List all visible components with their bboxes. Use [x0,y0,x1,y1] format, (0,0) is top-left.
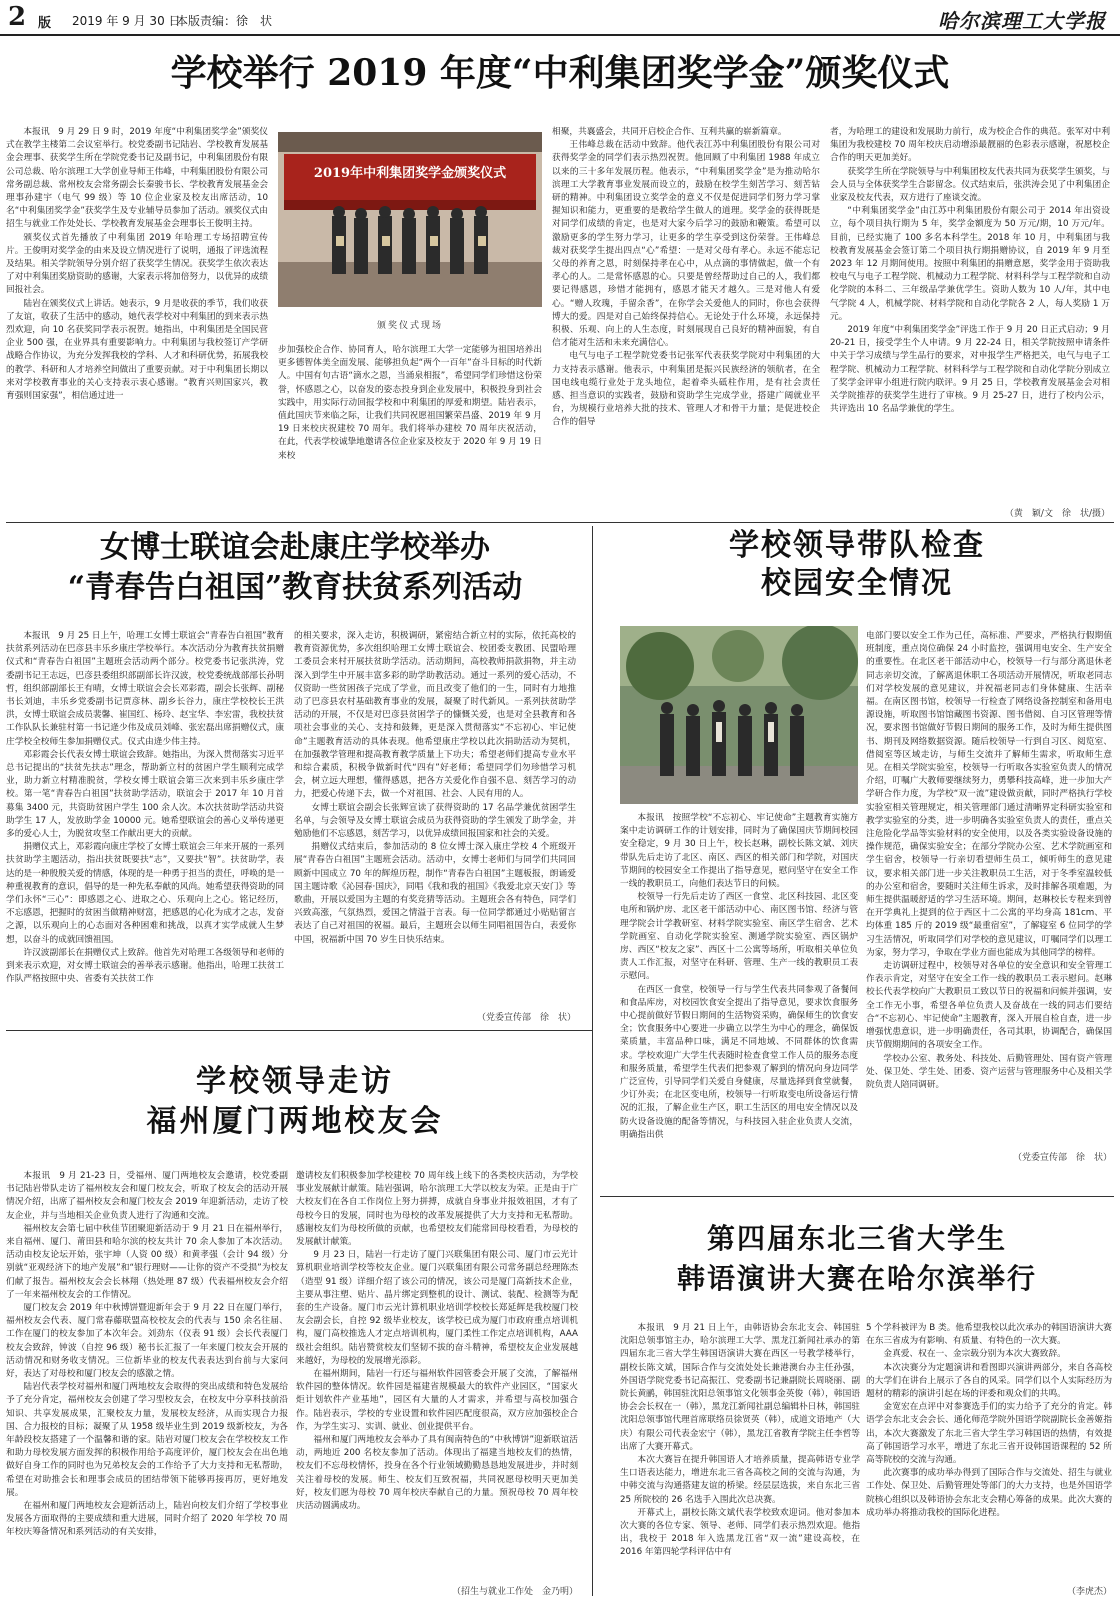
horizontal-rule [600,1196,1114,1197]
article5-title-line2: 韩语演讲大赛在哈尔滨举行 [676,1262,1037,1295]
paragraph: 此次赛事的成功举办得到了国际合作与交流处、招生与就业工作处、保卫处、后勤管理处等部门的大力支持，也是外国语学院核心组织以及韩语协会东北支会精心筹备的成果。此次大赛的成功举办将推动我校的国际化进程。 [866,1468,1112,1518]
paragraph: 捐赠仪式上，邓彩霞向康庄学校了女博士联谊会三年来开展的一系列扶贫助学主题活动，指出扶贫既要扶“志”，又要扶“智”。扶贫助学，表达的是一种殷殷关爱的情感，体现的是一种勇于担当的责任，呼唤的是一种重视教育的意识，倡导的是一种先私奉献的风尚。她希望获得资助的同学们永怀“三心”：即感恩之心、进取之心、乐观向上之心。铭记经历，不忘感恩，把握时的贫困当做精神财富，把感恩的心化为成才之志，发奋之源，以乐观向上的心态面对各种困难和挑战，以真才实学成就人生梦想，以奋斗的成就回馈祖国。 [6,842,284,945]
article4-byline: （招生与就业工作处 金乃明） [451,1587,578,1597]
paragraph: “中利集团奖学金”由江苏中利集团股份有限公司于 2014 年出资设立，每个项目执行期为 5 年，奖学金额度为 50 万元/期，10 万元/年。目前，已经实施了 100 多名本科学生。2018 年 10 月，中利集团与我校教育发展基金会签订第二个项目执行期捐赠协议，自 2019 年 9 月至 2023 年 12 月期间使用。按照中利集团的捐赠意愿，奖学金用于资助我校电气与电子工程学院、机械动力工程学院、材料科学与工程学院和自动化学院的本科二、三年级品学兼优学生。资助人数为 10 人/年，其中电气学院 4 人，机械学院、材料学院和自动化学院各 2 人，每人奖励 1 万元。 [830,206,1110,322]
article1-byline: （黄 颖/文 徐 状/摄） [1004,509,1110,519]
paragraph: 本次大赛旨在提升韩国语人才培养质量，提高韩语专业学生口语表达能力，增进东北三省各高校之间的交流与沟通，为中韩交流与沟通搭建友谊的桥梁。经层层选拔，来自东北三省 25 所院校的 26 名选手入围此次总决赛。 [620,1455,860,1505]
article1-col2 [278,344,542,522]
paragraph: 的相关要求，深入走访，积极调研，紧密结合新立村的实际，依托高校的教育资源优势，多次组织哈理工女博士联谊会、校团委支教团、民盟哈理工委员会来村开展扶贫助学活动。活动期间，高校教师捐款捐物，并主动深入到学生中开展丰富多彩的助学助教活动。通过一系列的爱心活动，不仅资助一些贫困孩子完成了学业，而且改变了他们的一生，同时有力地推动了巴彦县农村基础教育事业的发展，凝聚了时代新风。一系列扶贫助学活动的开展，不仅是对巴彦县贫困学子的慷慨关爱，也是对全县教育和各项社会事业的关心、支持和鼓舞，更是深入贯彻落实“不忘初心、牢记使命”主题教育活动的具体表现。他希望康庄学校以此次捐助活动为契机，在加强教学管理和提高教育教学质量上下功夫；希望老师们提高专业水平和综合素质，积极争做新时代“四有”好老师；希望同学们勿珍惜学习机会，树立远大理想，懂得感恩，把各方关爱化作自强不息、刻苦学习的动力，把爱心传递下去，做一个对祖国、社会、人民有用的人。 [294,631,576,800]
page-number: 2 [8,2,27,32]
article3-col-left [620,812,858,1158]
paragraph: 2019 年度“中利集团奖学金”评选工作于 9 月 20 日正式启动；9 月 20-21 日，接受学生个人申请。9 月 22-24 日，相关学院按照申请条件中关于学习成绩与学生品行的要求，对申报学生严格把关，电气与电子工程学院、机械动力工程学院、材料科学与工程学院和自动化学院分别成立了奖学金评审小组进行院内联评。9 月 25 日，学校教育发展基金会对相关学院推荐的获奖学生进行了审核。9 月 25-27 日，进行了校内公示，共评选出 10 名品学兼优的学生。 [830,325,1110,415]
article2-title-line2: “青春告白祖国”教育扶贫系列活动 [67,570,523,605]
paragraph: 相聚，共襄盛会，共同开启校企合作、互利共赢的崭新篇章。 [552,127,787,137]
ceremony-photo-icon [278,132,542,307]
article2-title-line1: 女博士联谊会赴康庄学校举办 [100,530,490,565]
paragraph: 本报讯 9 月 25 日上午，哈理工女博士联谊会“青春告白祖国”教育扶贫系列活动在巴彦县丰乐乡康庄学校举行。本次活动分为教育扶贫捐赠仪式和“青春告白祖国”主题班会活动两个部分。校党委书记张洪涛，党委副书记王志远，巴彦县委组织部副部长许汉波，校党委统战部部长孙明哲，组织部副部长王有晴，女博士联谊会会长邓彩霞，副会长张辉、副秘书长刘迪，丰乐乡党委副书记贾彦林、副乡长谷力，康庄学校校长王洪洪，女博士联谊会成员裴馨、崔国红、杨玲、赵宝华、李宏雷，我校扶贫工作队队长兼驻村第一书记逄少伟及成员刘峰、张宏磊出席捐赠仪式，康庄学校全校师生参加捐赠仪式。仪式由逄少伟主持。 [6,631,284,747]
paragraph: 在西区一食堂，校领导一行与学生代表共同参观了备餐间和食品库房，对校园饮食安全提出了指导意见，要求饮食服务中心提前做好节假日期间的生活物资采购，确保师生的饮食安全；饮食服务中心要进一步确立以学生为中心的理念，确保饭菜质量，丰富品种口味，满足不同地域、不同群体的饮食需求。学校欢迎广大学生代表随时检查食堂工作人员的服务态度和服务质量，希望学生代表们把参观了解到的情况向身边同学广泛宣传，引导同学们关爱自身健康，尽量选择到食堂就餐，少订外卖；在北区变电所，校领导一行听取变电所设备运行情况的汇报，了解企业生产区，职工生活区的用电安全情况以及防火设备设施的配备等情况，与科技园入驻企业负责人交流，明确指出供 [620,984,858,1140]
paper-name: 哈尔滨理工大学报 [938,9,1106,33]
inspection-photo-icon [620,626,858,804]
paragraph: 陆岩在颁奖仪式上讲话。她表示，9 月是收获的季节，我们收获了友谊，收获了生活中的感动，她代表学校对中利集团的到来表示热烈欢迎，向 10 名获奖同学表示祝贺。她指出，中利集团是全国民营企业 500 强，在业界具有重要影响力。中利集团与我校签订产学研战略合作协议，为充分发挥我校的学科、人才和科研优势，拓展我校的教学、科研和人才培养空间做出了重要贡献。对于中利集团长期以来对学校教育事业的关心支持表示衷心感谢。“教育兴则国家兴，教育强则国家强”，相信通过进一 [6,298,268,402]
page-editor: 本版责编：徐 状 [176,14,273,28]
article4-col1 [6,1170,288,1594]
article4-col2 [296,1170,578,1580]
article2-col1 [6,630,284,1022]
article1-title: 学校举行 2019 年度“中利集团奖学金”颁奖仪式 [170,52,950,94]
paragraph: 本报讯 9 月 21 日上午，由韩语协会东北支会、韩国驻沈阳总领事馆主办，哈尔滨理工大学、黑龙江新闻社承办的第四届东北三省大学生韩国语演讲大赛在西区一号教学楼举行，副校长陈文斌，国际合作与交流处处长兼港澳台办主任孙强，外国语学院党委书记高振江、党委副书记兼副院长周晓丽、副院长黄鹂，韩国驻沈阳总领事馆文化领事金英俊（韩），韩国语协会会长权在一（韩），黑龙江新闻社副总编辑朴日林，韩国驻沈阳总领事馆代理首席联络员徐贤英（韩），成道文语地产（大庆）有限公司代表金宏宁（韩），黑龙江省教育学院主任李哲等出席了大赛开幕式。 [620,1323,860,1452]
paragraph: 校领导一行先后走访了西区一食堂、北区科技园、北区变电所和锅炉房、北区老干部活动中心、南区图书馆、经济与管理学院会计学教研室、材料学院实验室、南区学生宿舍、艺术学院画室、自动化学院实验室、测通学院实验室、西区锅炉房、西区“校友之家”、西区十二公寓等场所，听取相关单位负责人工作汇报，对坚守在科研、管理、生产一线的教职员工表示慰问。 [620,892,858,982]
vertical-rule [592,1196,593,1596]
paragraph: 厦门校友会 2019 年中秋博饼暨迎新年会于 9 月 22 日在厦门举行，福州校友会代表、厦门常春藤联盟高校校友会的代表与 150 余名往届、工作在厦门的校友参加了本次年会。刘劲东（仪表 91 级）会长代表厦门校友会致辞，钟波（自控 96 级）秘书长汇报了一年来厦门校友会开展的活动情况和财务收支情况。三位新毕业的校友代表表达到台前与大家问好，表达了对母校和厦门校友会的感激之情。 [6,1303,288,1380]
paragraph: 金真爱、权在一、金宗载分别为本次大赛致辞。 [883,1349,1066,1360]
paragraph: 获奖学生所在学院领导与中利集团校友代表共同为获奖学生颁奖，与会人员与全体获奖学生合影留念。仪式结束后，张洪涛会见了中利集团企业家及校友代表，双方进行了座谈交流。 [830,166,1110,204]
paragraph: 开幕式上，副校长陈文斌代表学校致欢迎词。他对参加本次大赛的各位专家、领导、老师、同学们表示热烈欢迎。他指出，我校于 2018 年入选黑龙江省“双一流”建设高校，在 2016 年第四轮学科评估中有 [620,1507,860,1558]
article5-title-line1: 第四届东北三省大学生 [706,1222,1007,1255]
paragraph: 陆岩代表学校对福州和厦门两地校友会取得的突出成绩和特色发展给予了充分肯定，福州校友会创建了学习型校友会，在校友中分享科技前沿知识、共享发展成果，汇聚校友力量，发展校友经济，从而实现合力报国、合力报校的目标；凝聚了从 1958 级毕业生到 2019 级新校友，为各年龄段校友搭建了一个温馨和谐的家。陆岩对厦门校友会在学校校友工作和助力母校发展方面发挥的积极作用给予高度评价，厦门校友会在出色地做好自身工作的同时也为兄弟校友会的工作给予了大力支持和无私帮助，希望在对助推会长和理事会成员的团结带领下能够再接再厉，更好地发展。 [6,1382,288,1498]
article5-col1 [620,1322,860,1596]
masthead [0,0,1120,36]
horizontal-rule [6,1030,592,1031]
paragraph: 王伟峰总裁在活动中致辞。他代表江苏中利集团股份有限公司对获得奖学金的同学们表示热烈祝贺。他回顾了中利集团 1988 年成立以来的三十多年发展历程。他表示，“中利集团奖学金”是为推动哈尔滨理工大学教育事业发展而设立的，鼓励在校学生刻苦学习、刻苦钻研的精神。中利集团设立奖学金的意义不仅是促进同学们努力学习掌握知识和能力，更重要的是教给学生做人的道理。奖学金的获得既是对同学们成绩的肯定，也是对大家今后学习的鼓励和鞭策。希望可以激励更多的学生努力学习，让更多的学生享受到这份荣誉。王伟峰总裁对获奖学生提出四点“心”希望：一是对父母有孝心。永远不能忘记父母的养育之恩，时刻保持孝在心中，从点滴的事情做起，做一个有孝心的人。二是常怀感恩的心。只要是曾经帮助过自己的人，我们都要记得感恩，珍惜才能拥有，感恩才能天才越久。三是对他人有爱心。“赠人玫瑰，手留余香”，在你学会关爱他人的同时，你也会获得博大的爱。四是对自己始终保持信心。无论处于什么环境，永远保持积极、乐观、向上的人生态度，时刻展现自己良好的精神面貌，有自信才能对生活和未来充满信心。 [552,140,820,349]
article5-byline: （李虎杰） [1066,1587,1112,1597]
horizontal-rule [6,522,1114,523]
article3-byline: （党委宣传部 徐 状） [1012,1153,1112,1163]
paragraph: 在福州和厦门两地校友会迎新活动上，陆岩向校友们介绍了学校事业发展各方面取得的主要成绩和重大进展，同时介绍了 2020 年学校 70 周年校庆筹备情况和系列活动的有关安排， [6,1501,288,1538]
paragraph: 电气与电子工程学院党委书记张军代表获奖学院对中利集团的大力支持表示感谢。他表示，中利集团是振兴民族经济的领航者，在全国电线电缆行业处于龙头地位，起着牵头砥柱作用，是有社会责任感、担当意识的实践者，鼓励和资助学生完成学业，搭建广阔就业平台，为规模行业培养大批的技术、管理人才和骨干力量；是促进校企合作的倡导 [552,351,820,428]
paragraph: 邀请校友们积极参加学校建校 70 周年线上线下的各类校庆活动，为学校事业发展献计献策。陆岩强调，哈尔滨理工大学以校友为荣。正是由于广大校友们在各自工作岗位上努力拼搏，成就自身事业并报效祖国，才有了母校今日的发展，同时也为母校的改革发展提供了大力支持和无私帮助。感谢校友们为母校所做的贡献，也希望校友们能常回母校看看，为母校的发展献计献策。 [296,1171,578,1248]
paragraph: 9 月 23 日，陆岩一行走访了厦门兴联集团有限公司、厦门市云光计算机职业培训学校等校友企业。厦门兴联集团有限公司常务副总经理陈杰（造型 91 级）详细介绍了该公司的情况，该公司是厦门高新技术企业，主要从事注塑、贴片、晶片绑定到整机的设计、测试、装配、检测等为配套的生产设备。厦门市云光计算机职业培训学校校长郑延辉是我校厦门校友会副会长，自控 92 级毕业校友，该学校已成为厦门市政府重点培训机构，厦门高校推选人才定点培训机构，厦门柔性工作定点培训机构，AAA 级社会组织。陆岩赞赏校友们坚韧不拔的奋斗精神，希望校友企业发展越来越好，为母校的发展增光添彩。 [296,1250,578,1366]
article3-photo [620,626,858,804]
paragraph: 女博士联谊会副会长张辉宣读了获得资助的 17 名品学兼优贫困学生名单，与会领导及女博士联谊会成员为获得资助的学生颁发了助学金，并勉励他们不忘感恩，刻苦学习，以优异成绩回报国家和社会的关爱。 [294,802,576,840]
article1-photo [278,132,542,307]
article4-title-line1: 学校领导走访 [196,1064,394,1099]
paragraph: 学校办公室、教务处、科技处、后勤管理处、国有资产管理处、保卫处、学生处、团委、资产运营与管理服务中心及相关学院负责人陪同调研。 [866,1053,1112,1090]
paragraph: 许汉波副部长在捐赠仪式上致辞。他首先对哈理工各级领导和老师的到来表示欢迎，对女博士联谊会的善举表示感谢。他指出，哈理工扶贫工作队严格按照中央、省委有关扶贫工作 [6,947,284,985]
paragraph: 在福州期间，陆岩一行还与福州软件园管委会开展了交流，了解福州软件园的整体情况。软件园是福建省规模最大的软件产业园区，“国家火炬计划软件产业基地”，园区有大量的人才需求，并希望与高校加强合作。陆岩表示，学校的专业设置和软件园匹配度很高，双方应加强校企合作，为学生实习、实训、就业、创业提供平台。 [296,1369,578,1432]
issue-date: 2019 年 9 月 30 日 [72,14,181,28]
article3-title-line1: 学校领导带队检查 [729,528,985,563]
vertical-rule [592,526,593,1196]
paragraph: 颁奖仪式首先播放了中利集团 2019 年哈理工专场招聘宣传片。王俊明对奖学金的由来及设立情况进行了说明，通报了评选流程及结果。相关学院领导分别介绍了获奖学生情况。获奖学生依次表达了对中利集团奖励资助的感谢，大家表示将加倍努力，以优异的成绩回报社会。 [6,232,268,296]
paragraph: 5 个学科被评为 B 类。他希望我校以此次承办的韩国语演讲大赛在东三省成为有影响、有质量、有特色的一次大赛。 [866,1323,1112,1347]
article4-title-line2: 福州厦门两地校友会 [146,1104,444,1139]
article1-photo-caption: 颁奖仪式现场 [376,321,443,331]
paragraph: 捐赠仪式结束后，参加活动的 8 位女博士深入康庄学校 4 个班级开展“青春告白祖国”主题班会活动。活动中，女博士老师们与同学们共同回顾新中国成立 70 年的辉煌历程，制作“青春告白祖国”主题板报，朗诵爱国主题诗歌《沁园春·国庆》，同唱《我和我的祖国》《我爱北京天安门》等歌曲，开展以爱国为主题的有奖竞猜等活动。主题班会各有特色，同学们兴致高涨，气氛热烈，爱国之情溢于言表。每一位同学都通过小贴贴留言表达了自己对祖国的祝福。最后，主题班会以师生同唱祖国告白，表爱你中国，祝福新中国 70 岁生日快乐结束。 [294,842,576,945]
article1-col3 [552,126,820,522]
article3-title-line2: 校园安全情况 [761,566,953,601]
paragraph: 走访调研过程中，校领导对各单位的安全意识和安全管理工作表示肯定，对坚守在安全工作一线的教职员工表示慰问。赵琳校长代表学校向广大教职员工致以节日的祝福和问候并强调，安全工作无小事，希望各单位负责人及奋战在一线的同志们要结合“不忘初心、牢记使命”主题教育，深入开展自检自查，进一步增强忧患意识，进一步明确责任，各司其职，协调配合，确保国庆节假期期间的各项安全工作。 [866,961,1112,1051]
paragraph: 金宽宏在点评中对参赛选手们的实力给予了充分的肯定。韩语学会东北支会会长、通化师范学院外国语学院副院长金善姬指出，本次大赛激发了东北三省大学生学习韩国语的热情，有效提高了韩国语学习水平，增进了东北三省开设韩国语课程的 52 所高等院校的交流与沟通。 [866,1402,1112,1466]
article2-col2 [294,630,576,1008]
paragraph: 福州校友会第七届中秋佳节团聚迎新活动于 9 月 21 日在福州举行，来自福州、厦门、莆田县和哈尔滨的校友共计 70 余人参加了本次活动。活动由校友论坛开始，张宇坤（人资 00 级）和黄孝强（会计 94 级）分别就“亚观经济下的地产发展”和“银行理财——让你的资产不受损”为校友们献了报告。福州校友会会长林翔（热处理 87 级）代表福州校友会介绍了一年来福州校友会的工作情况。 [6,1223,288,1300]
paragraph: 本报讯 按照学校“不忘初心、牢记使命”主题教育实施方案中走访调研工作的计划安排，同时为了确保国庆节期间校园安全稳定，9 月 30 日上午，校长赵琳，副校长陈文斌、刘庆带队先后走访了北区、南区、西区的相关部门和学院，对国庆节期间的校园安全工作提出了指导意见，慰问坚守在安全工作一线的教职员工，向他们表达节日的问候。 [620,813,858,890]
paragraph: 者，为哈理工的建设和发展助力前行，成为校企合作的典范。张军对中利集团为我校建校 70 周年校庆启动增添最靓丽的色彩表示感谢，祝愿校企合作的明天更加美好。 [830,127,1110,164]
article3-col-right [866,630,1112,1150]
article1-col1 [6,126,268,521]
article1-col4 [830,126,1110,510]
paragraph: 步加强校企合作、协同育人，哈尔滨理工大学一定能够为祖国培养出更多德智体美全面发展、能够担负起“两个一百年”奋斗目标的时代新人。中国有句古语“滴水之恩，当涌泉相报”，希望同学们珍惜这份荣誉，怀感恩之心，以奋发的姿态投身到企业发展中，积极投身到社会实践中，用实际行动回报学校和中利集团的厚爱和期望。陆岩表示，值此国庆节来临之际，让我们共同祝愿祖国繁荣昌盛、2019 年 9 月 19 日来校庆祝建校 70 周年。我们将举办建校 70 周年庆祝活动，在此，代表学校诚挚地邀请各位企业家及校友于 2020 年 9 月 19 日来校 [278,345,542,461]
paragraph: 本报讯 9 月 29 日 9 时，2019 年度“中利集团奖学金”颁奖仪式在教学主楼第二会议室举行。校党委副书记陆岩、学校教育发展基金会理事、获奖学生所在学院党委书记及副书记，中利集团股份有限公司总裁、哈尔滨理工大学创业导师王伟峰，中利集团股份有限公司常务副总裁、常州校友会常务副会长秦骏书长、学校教育发展基金会理事孙建宇（电气 99 级）等 10 位企业家及校友出席活动，10 名“中利集团奖学金”获奖学生及专业辅导员参加了活动。颁奖仪式由招生与就业工作处处长、学校教育发展基金会理事长王俊明主持。 [6,127,268,230]
article5-col2 [866,1322,1112,1580]
paragraph: 福州和厦门两地校友会举办了具有闽南特色的“中秋博饼”迎新联谊活动，两地近 200 名校友参加了活动。体现出了福建当地校友们的热情，校友们不忘母校情怀，投身在各个行业领域勤勤恳恳地发展进步，并时刻关注着母校的发展。师生、校友们互致祝福，共同祝愿母校明天更加美好，校友们愿为母校 70 周年校庆奉献自己的力量。预祝母校 70 周年校庆活动圆满成功。 [296,1435,578,1512]
paragraph: 本报讯 9 月 21-23 日，受福州、厦门两地校友会邀请，校党委副书记陆岩带队走访了福州校友会和厦门校友会，听取了校友会的活动开展情况介绍，出席了福州校友会和厦门校友会 2019 年迎新活动，走访了校友企业，并与当地相关企业负责人进行了沟通和交流。 [6,1171,288,1221]
article2-byline: （党委宣传部 徐 状） [476,1013,576,1023]
paragraph: 电部门要以安全工作为己任，高标准、严要求，严格执行假期值班制度，重点岗位确保 24 小时监控，强调用电安全、生产安全的重要性。在北区老干部活动中心，校领导一行与部分离退休老同志亲切交流，了解离退休职工各项活动开展情况，听取老同志们对学校发展的意见建议，并祝福老同志们身体健康、生活幸福。在南区图书馆，校领导一行检查了网络设备控制室和备用电源设施，听取图书馆馆藏图书资源、图书借阅、自习区管理等情况，要求图书馆做好节假日期间的服务工作，及时为师生提供图书、期刊及网络数据资源。随后校领导一行到自习区、阅览室、借阅室等区域走访，与师生交流并了解师生需求，听取师生意见。在相关学院实验室，校领导一行听取各实验室负责人的情况介绍，叮嘱广大教师要继续努力，勇攀科技高峰，进一步加大产学研合作力度，为学校“双一流”建设做贡献，同时严格执行学校实验室相关管理规定，相关管理部门通过清晰界定科研实验室和教学实验室的分类，进一步明确各实验室负责人的责任，重点关注危险化学品等实验材料的安全使用，以及各类实验设备设施的操作规范，确保实验安全；在部分学院办公室、艺术学院画室和学生宿舍，校领导一行亲切看望师生员工，倾听师生的意见建议，要求相关部门进一步关注教职员工生活，对于冬季室温较低的办公室和宿舍，要随时关注师生诉求，及时排解各项难题，为师生提供温暖舒适的学习生活环境。期间，赵琳校长专程来到曾在开学典礼上提到的位于西区十二公寓的平均身高 181cm、平均体重 185 斤的 2019 级“最重宿室”，了解寝室 6 位同学的学习生活情况，听取同学们对学校的意见建议，叮嘱同学们以理工为家，努力学习，争取在学业方面也能成为其他同学的榜样。 [866,631,1112,958]
photo-banner-text: 2019年中利集团奖学金颁奖仪式 [313,166,507,181]
page-suffix: 版 [38,16,52,31]
paragraph: 邓彩霞会长代表女博士联谊会致辞。她指出，为深入贯彻落实习近平总书记提出的“扶贫先扶志”理念，帮助新立村的贫困户学生顺利完成学业，助力新立村精准脱贫，学校女博士联谊会第三次来到丰乐乡康庄学校。第一笔“青春告白祖国”扶贫助学活动，联谊会于 2017 年 10 月首募集 3400 元，共资助贫困户学生 100 余人次。本次扶贫助学活动共资助学生 17 人，发放助学金 10000 元。她希望联谊会的善心义举传递更多的爱心人士，为脱贫攻坚工作献出更大的贡献。 [6,749,284,840]
paragraph: 本次决赛分为定题演讲和看图即兴演讲两部分，来自各高校的大学们在讲台上展示了各自的风采。同学们以个人实际经历为题材的精彩的演讲引起在场的评委和观众们的共鸣。 [866,1362,1112,1400]
